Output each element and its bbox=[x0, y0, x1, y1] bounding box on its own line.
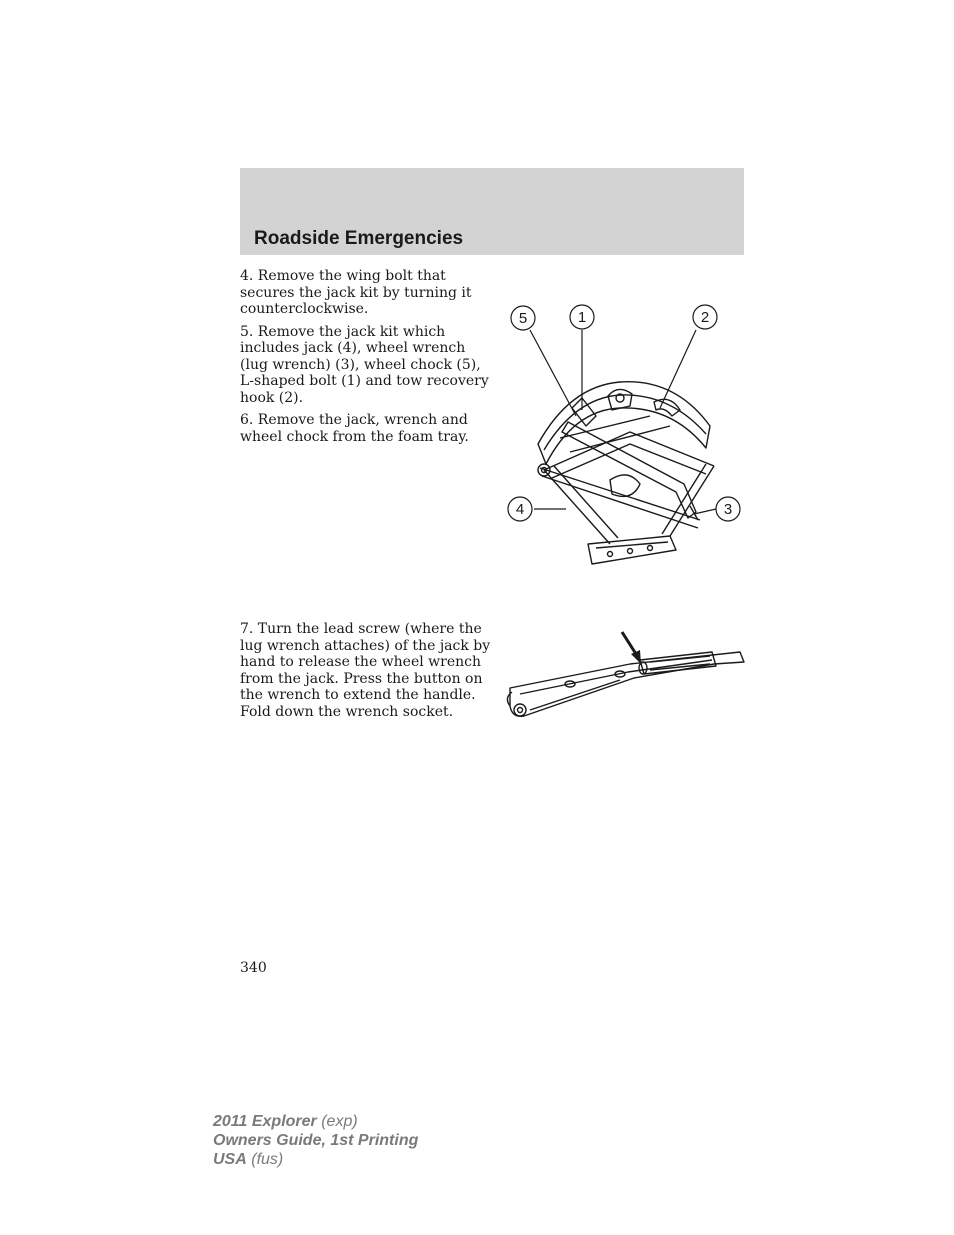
section-title: Roadside Emergencies bbox=[254, 228, 464, 249]
step-4: 4. Remove the wing bolt that secures the jack kit by turning it counterclockwise. bbox=[240, 268, 472, 317]
callout-2-label: 2 bbox=[700, 309, 710, 326]
document-footer bbox=[213, 1112, 418, 1169]
footer-region: USA bbox=[213, 1151, 247, 1168]
footer-region-code: (fus) bbox=[251, 1151, 284, 1168]
step-5: 5. Remove the jack kit which includes jack (4), wheel wrench (lug wrench) (3), wheel chock (5), L-shaped bolt (1) and tow recovery hook (2). bbox=[240, 323, 489, 406]
steps-block-2 bbox=[240, 621, 496, 726]
footer-line-3 bbox=[213, 1150, 418, 1169]
callout-5-leader bbox=[530, 330, 576, 416]
footer-line-2 bbox=[213, 1131, 418, 1150]
callout-3-leader bbox=[694, 509, 716, 514]
callout-4-label: 4 bbox=[515, 501, 525, 518]
jack-center-block bbox=[610, 475, 640, 497]
step-7: 7. Turn the lead screw (where the lug wrench attaches) of the jack by hand to release the wheel wrench from the jack. Press the button on the wrench to extend the handle. Fold down the wrench socket. bbox=[240, 621, 491, 720]
steps-block-1 bbox=[240, 268, 496, 451]
l-bolt-shape bbox=[608, 389, 632, 410]
jack-arm-left-lower bbox=[544, 470, 610, 544]
callout-5-label: 5 bbox=[518, 310, 528, 327]
callout-1-label: 1 bbox=[577, 309, 587, 326]
wrench-socket-pivot bbox=[514, 704, 526, 716]
callout-3-label: 3 bbox=[723, 501, 733, 518]
footer-guide-edition: Owners Guide, 1st Printing bbox=[213, 1132, 419, 1149]
wheel-wrench-illustration bbox=[500, 626, 750, 726]
footer-line-1 bbox=[213, 1112, 418, 1131]
wrench-body-shape bbox=[510, 652, 744, 716]
arrow-indicator-icon bbox=[622, 632, 641, 664]
page-number: 340 bbox=[240, 960, 267, 976]
jack-top-beam bbox=[544, 432, 714, 470]
jack-kit-illustration bbox=[500, 298, 750, 570]
callout-2-leader bbox=[660, 330, 696, 408]
step-6: 6. Remove the jack, wrench and wheel chock from the foam tray. bbox=[240, 412, 469, 445]
footer-model: 2011 Explorer bbox=[213, 1113, 317, 1130]
section-header-band bbox=[240, 168, 744, 255]
footer-model-code: (exp) bbox=[321, 1113, 358, 1130]
